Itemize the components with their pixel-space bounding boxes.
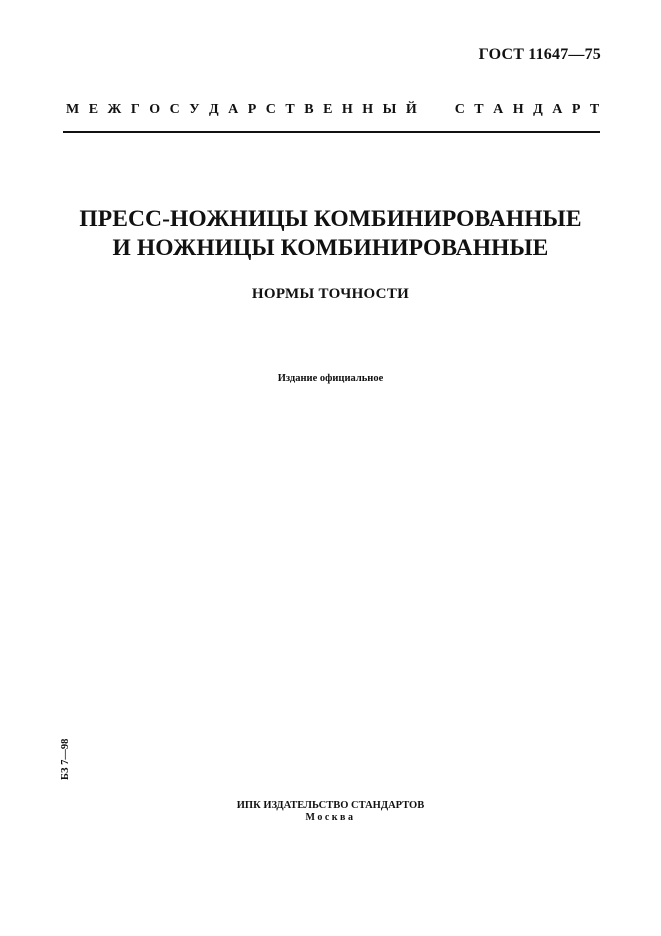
header-letter: А	[493, 102, 504, 117]
header-rule	[63, 131, 600, 133]
header-letter: С	[169, 102, 180, 117]
subtitle: НОРМЫ ТОЧНОСТИ	[251, 286, 410, 302]
header-letter: Н	[341, 102, 353, 117]
header-letter: Т	[285, 102, 295, 117]
header-letter: О	[149, 102, 161, 117]
header-letter: Ж	[107, 102, 122, 117]
standard-type-header	[66, 102, 599, 124]
header-letter: Н	[512, 102, 524, 117]
header-letter: Й	[405, 102, 417, 117]
header-letter: У	[189, 102, 200, 117]
header-letter: Д	[209, 102, 219, 117]
header-letter: Р	[247, 102, 257, 117]
header-letter: Н	[362, 102, 374, 117]
side-code: БЗ 7—98	[60, 738, 71, 780]
edition-note: Издание официальное	[277, 373, 384, 384]
header-letter: Т	[589, 102, 600, 117]
header-letter: Е	[88, 102, 99, 117]
header-letter: А	[552, 102, 563, 117]
publisher: ИПК ИЗДАТЕЛЬСТВО СТАНДАРТОВ	[236, 800, 425, 811]
header-letter: Д	[533, 102, 543, 117]
header-letter: Г	[130, 102, 140, 117]
header-letter: В	[304, 102, 314, 117]
city: Москва	[305, 812, 356, 823]
header-letter: Ы	[382, 102, 397, 117]
title-line-2: И НОЖНИЦЫ КОМБИНИРОВАННЫЕ	[112, 235, 549, 261]
header-letter: Т	[474, 102, 484, 117]
header-letter: С	[454, 102, 465, 117]
title-line-1: ПРЕСС-НОЖНИЦЫ КОМБИНИРОВАННЫЕ	[79, 206, 582, 232]
title-block	[30, 205, 631, 303]
header-letter: А	[228, 102, 239, 117]
header-letter: С	[265, 102, 276, 117]
header-letter: Е	[323, 102, 333, 117]
header-letter: Р	[571, 102, 581, 117]
standard-number: ГОСТ 11647—75	[478, 46, 601, 63]
footer	[30, 799, 631, 824]
header-letter: М	[66, 102, 80, 117]
